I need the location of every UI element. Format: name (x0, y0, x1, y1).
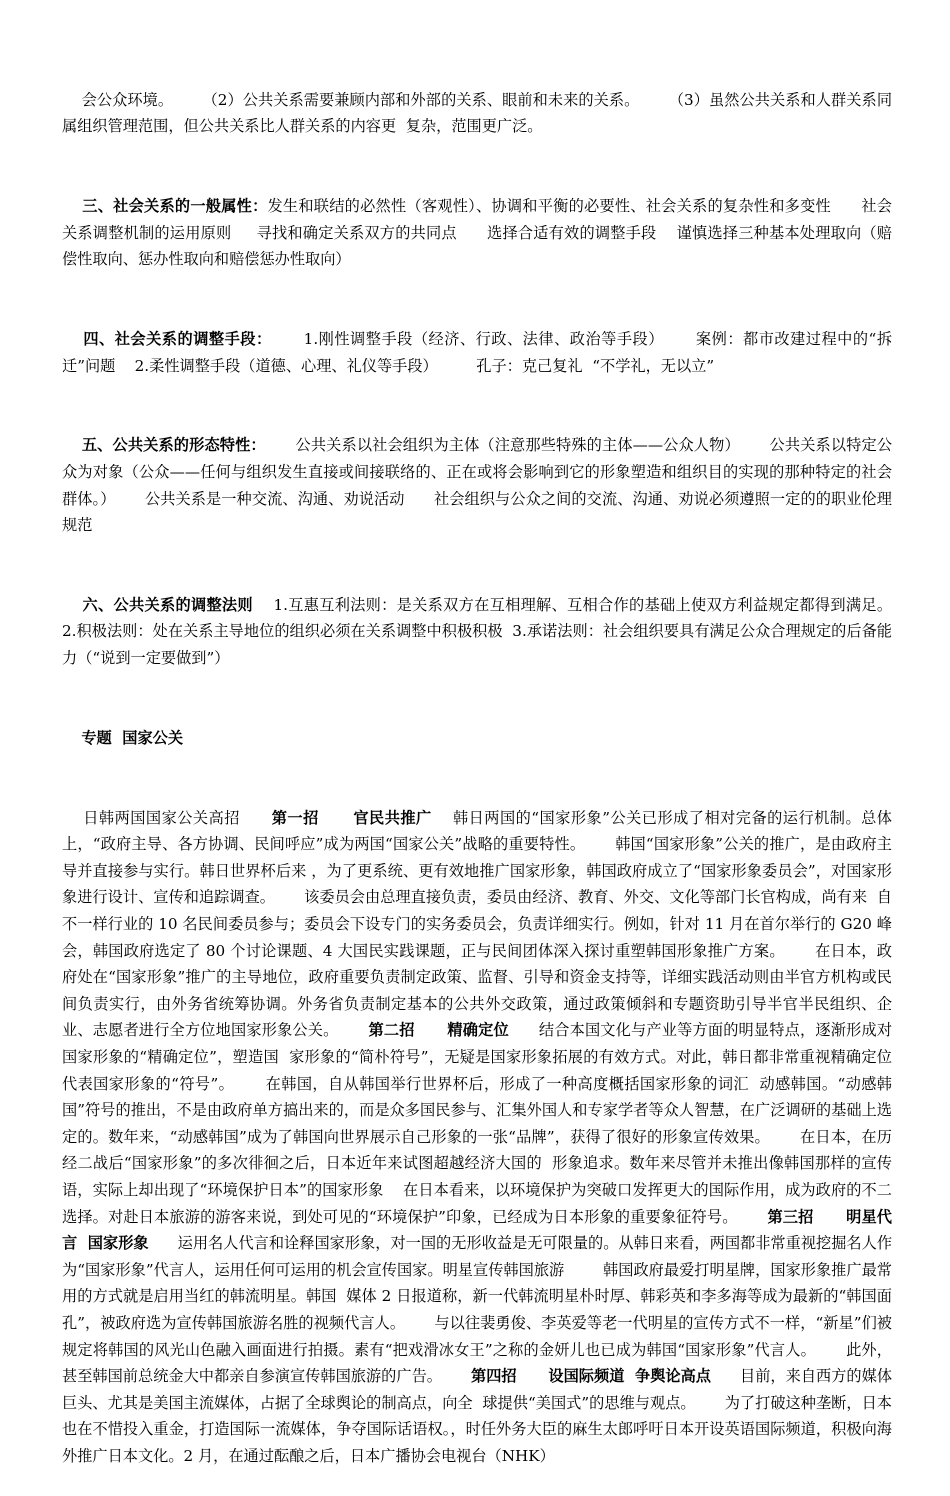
paragraph-pr-form-characteristics (62, 406, 892, 566)
section-heading: 三、社会关系的一般属性： (82, 196, 268, 215)
section-heading: 六、公共关系的调整法则 (82, 595, 253, 614)
paragraph-text: 日韩两国国家公关高招 (83, 808, 272, 827)
paragraph-text: 发生和联结的必然性（客观性）、协调和平衡的必要性、社会关系的复杂性和多变性 社会关系调整机制的运用原则 寻找和确定关系双方的共同点 选择合适有效的调整手段 谨慎选择三种基本处理取向（赔偿性取向、惩办性取向和赔偿惩办性取向） (62, 196, 892, 269)
topic-heading: 专题 国家公关 (81, 728, 184, 747)
paragraph-pr-adjustment-rules (62, 565, 921, 698)
paragraph-text: 1.刚性调整手段（经济、行政、法律、政治等手段） 案例：都市改建过程中的“拆迁”问题 2.柔性调整手段（道德、心理、礼仪等手段） 孔子：克己复礼 “不学礼，无以立” (62, 329, 893, 375)
paragraph-text: 公共关系以社会组织为主体（注意那些特殊的主体——公众人物） 公共关系以特定公众为对象（公众——任何与组织发生直接或间接联络的、正在或将会影响到它的形象塑造和组织目的实现的那种特定的社会群体。） 公共关系是一种交流、沟通、劝说活动 社会组织与公众之间的交流、沟通、劝说必须遵照一定的的职业伦理规范 (62, 436, 893, 535)
section-heading: 五、公共关系的形态特性： (81, 436, 266, 455)
paragraph-text: 会公众环境。 （2）公共关系需要兼顾内部和外部的关系、眼前和未来的关系。 （3）虽然公共关系和人群关系同属组织管理范围，但公共关系比人群关系的内容更 复杂，范围更广泛。 (62, 90, 893, 136)
paragraph-topic-national-pr (62, 698, 892, 778)
paragraph-text: 运用名人代言和诠释国家形象，对一国的无形收益是无可限量的。从韩日来看，两国都非常重视挖掘名人作为“国家形象”代言人，运用任何可运用的机会宣传国家。明星宣传韩国旅游 韩国政府最爱打明星牌，国家形象推广最常用的方式就是启用当红的韩流明星。韩国 媒体 2 日报道称，新一代韩流明星朴时厚、韩彩英和李多海等成为最新的“韩国面孔”，被政府选为宣传韩国旅游名胜的视频代言人。 与以往裴勇俊、李英爱等老一代明星的宣传方式不一样，“新星”们被规定将韩国的风光山色融入画面进行拍摄。素有“把戏滑冰女王”之称的金妍儿也已成为韩国“国家形象”代言人。 此外，甚至韩国前总统金大中都亲自参演宣传韩国旅游的广告。 (62, 1234, 893, 1386)
paragraph-text: 韩日两国的“国家形象”公关已形成了相对完备的运行机制。总体上，“政府主导、各方协调、民间呼应”成为两国“国家公关”战略的重要特性。 韩国“国家形象”公关的推广，是由政府主导并直接参与实行。韩日世界杯后来 ，为了更系统、更有效地推广国家形象，韩国政府成立了“国家形象委员会”，对国家形象进行设计、宣传和追踪调查。 该委员会由总理直接负责，委员由经济、教育、外交、文化等部门长官构成，尚有来 自不一样行业的 10 名民间委员参与；委员会下设专门的实务委员会，负责详细实行。例如，针对 11 月在首尔举行的 G20 峰会，韩国政府选定了 80 个讨论课题、4 大国民实践课题，正与民间团体深入探讨重塑韩国形象推广方案。 在日本，政府处在“国家形象”推广的主导地位，政府重要负责制定政策、监督、引导和资金支持等，详细实践活动则由半官方机构或民间负责实行，由外务省统筹协调。外务省负责制定基本的公共外交政策，通过政策倾斜和专题资助引导半官半民组织、企业、志愿者进行全方位地国家形象公关。 (62, 808, 892, 1040)
paragraph-adjustment-means (62, 299, 892, 405)
paragraph-text: 1.互惠互利法则：是关系双方在互相理解、互相合作的基础上使双方利益规定都得到满足。 2.积极法则：处在关系主导地位的组织必须在关系调整中积极积极 3.承诺法则：社会组织要具有满足公众合理规定的后备能力（“说到一定要做到”） (62, 595, 921, 668)
strategy-heading-4: 第四招 设国际频道 争舆论高点 (471, 1367, 711, 1386)
paragraph-public-environment (62, 60, 892, 166)
strategy-heading-3: 第三招 明星代言 国家形象 (62, 1207, 892, 1253)
paragraph-text: 结合本国文化与产业等方面的明显特点，逐渐形成对国家形象的“精确定位”，塑造国 家形象的“简朴符号”，无疑是国家形象拓展的有效方式。对此，韩日都非常重视精确定位代表国家形象的“符号”。 在韩国，自从韩国举行世界杯后，形成了一种高度概括国家形象的词汇 动感韩国。“动感韩国”符号的推出，不是由政府单方搞出来的，而是众多国民参与、汇集外国人和专家学者等众人智慧，在广泛调研的基础上选定的。数年来，“动感韩国”成为了韩国向世界展示自己形象的一张“品牌”，获得了很好的形象宣传效果。 在日本，在历经二战后“国家形象”的多次徘徊之后，日本近年来试图超越经济大国的 形象追求。数年来尽管并未推出像韩国那样的宣传语，实际上却出现了“环境保护日本”的国家形象 在日本看来，以环境保护为突破口发挥更大的国际作用，成为政府的不二选择。对赴日本旅游的游客来说，到处可见的“环境保护”印象，已经成为日本形象的重要象征符号。 (62, 1021, 893, 1226)
section-heading: 四、社会关系的调整手段： (83, 329, 272, 348)
strategy-heading-2: 第二招 精确定位 (368, 1021, 509, 1040)
paragraph-japan-korea-pr (62, 778, 892, 1496)
paragraph-text: 目前，来自西方的媒体巨头、尤其是美国主流媒体，占据了全球舆论的制高点，向全 球提供“美国式”的思维与观点。 为了打破这种垄断，日本也在不惜投入重金，打造国际一流媒体，争夺国际话语权。，时任外务大臣的麻生太郎呼吁日本开设英语国际频道，积极向海外推广日本文化。2 月，在通过酝酿之后，日本广播协会电视台（NHK） (62, 1367, 893, 1465)
strategy-heading-1: 第一招 官民共推广 (271, 808, 432, 827)
paragraph-social-relations-properties (62, 166, 892, 299)
